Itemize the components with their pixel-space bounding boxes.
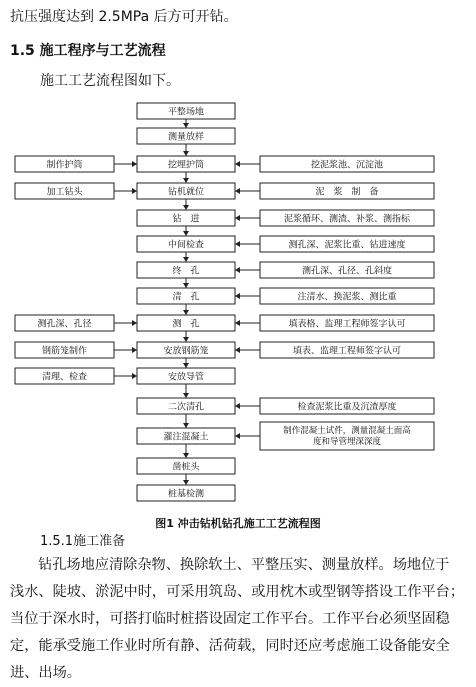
- left-side-step: [15, 315, 114, 331]
- figure-caption: 图1 冲击钻机钻孔施工工艺流程图: [155, 517, 321, 530]
- svg-text:度和导管埋深深度: 度和导管埋深深度: [312, 437, 382, 447]
- arrow-head: [183, 257, 189, 262]
- svg-text:填表格、监理工程师签字认可: 填表格、监理工程师签字认可: [288, 319, 406, 330]
- svg-text:测量放样: 测量放样: [167, 132, 205, 143]
- section-heading: 1.5 施工程序与工艺流程: [10, 43, 166, 59]
- svg-text:终 孔: 终 孔: [172, 266, 200, 277]
- arrow-head: [183, 363, 189, 368]
- main-step: [137, 485, 235, 501]
- main-step: [137, 156, 235, 172]
- arrow-head: [183, 393, 189, 398]
- body-line: 当位于深水时，可搭打临时桩搭设固定工作平台。工作平台必须坚固稳: [10, 611, 450, 627]
- svg-text:钻 进: 钻 进: [172, 214, 200, 225]
- svg-text:中间检查: 中间检查: [167, 240, 205, 251]
- arrow-head: [235, 433, 240, 439]
- svg-text:凿桩头: 凿桩头: [172, 462, 200, 473]
- arrow-head: [132, 188, 137, 194]
- svg-text:注清水、换泥浆、测比重: 注清水、换泥浆、测比重: [297, 292, 397, 303]
- main-step: [137, 210, 235, 226]
- right-side-step: [260, 398, 434, 414]
- svg-text:泥浆循环、测渣、补浆、测指标: 泥浆循环、测渣、补浆、测指标: [283, 214, 411, 225]
- arrow-head: [183, 310, 189, 315]
- svg-text:泥 浆 制 备: 泥 浆 制 备: [315, 187, 379, 198]
- main-step: [137, 128, 235, 144]
- main-step: [137, 315, 235, 331]
- svg-text:安放导管: 安放导管: [167, 372, 205, 383]
- top-paragraph: 抗压强度达到 2.5MPa 后方可开钻。: [10, 9, 238, 25]
- left-side-step: [15, 368, 114, 384]
- arrow-head: [235, 241, 240, 247]
- arrow-head: [235, 161, 240, 167]
- right-side-step: [260, 210, 434, 226]
- arrow-head: [183, 423, 189, 428]
- main-step: [137, 428, 235, 444]
- svg-text:测孔深、泥浆比重、钻进速度: 测孔深、泥浆比重、钻进速度: [288, 240, 406, 251]
- svg-text:挖埋护筒: 挖埋护筒: [167, 160, 205, 171]
- arrow-head: [132, 373, 137, 379]
- right-side-step: [260, 288, 434, 304]
- arrow-head: [183, 231, 189, 236]
- svg-text:安放钢筋笼: 安放钢筋笼: [163, 346, 209, 357]
- svg-text:二次清孔: 二次清孔: [167, 402, 205, 413]
- svg-text:钻机就位: 钻机就位: [167, 187, 205, 198]
- arrow-head: [235, 347, 240, 353]
- arrow-head: [235, 215, 240, 221]
- svg-text:清 孔: 清 孔: [172, 292, 200, 303]
- main-step: [137, 103, 235, 119]
- main-step: [137, 368, 235, 384]
- arrow-head: [235, 293, 240, 299]
- svg-text:桩基检测: 桩基检测: [167, 489, 205, 500]
- arrow-head: [132, 320, 137, 326]
- arrow-head: [235, 403, 240, 409]
- right-side-step: [260, 315, 434, 331]
- arrow-head: [235, 188, 240, 194]
- body-line: 定，能承受施工作业时所有静、活荷载，同时还应考虑施工设备能安全: [10, 638, 450, 654]
- intro-paragraph: 施工工艺流程图如下。: [40, 73, 180, 89]
- main-step: [137, 262, 235, 278]
- arrow-head: [183, 283, 189, 288]
- right-side-step: [260, 422, 434, 450]
- left-side-step: [15, 156, 114, 172]
- svg-text:填表、监理工程师签字认可: 填表、监理工程师签字认可: [292, 346, 402, 357]
- arrow-head: [183, 178, 189, 183]
- right-side-step: [260, 342, 434, 358]
- main-step: [137, 288, 235, 304]
- main-step: [137, 183, 235, 199]
- right-side-step: [260, 183, 434, 199]
- svg-text:制作护筒: 制作护筒: [46, 160, 83, 171]
- arrow-head: [183, 123, 189, 128]
- arrow-head: [132, 347, 137, 353]
- svg-text:灌注混凝土: 灌注混凝土: [163, 432, 209, 443]
- arrow-head: [132, 161, 137, 167]
- svg-text:平整场地: 平整场地: [167, 107, 205, 118]
- left-side-step: [15, 342, 114, 358]
- body-line: 浅水、陡坡、淤泥中时，可采用筑岛、或用枕木或型钢等搭设工作平台；: [10, 584, 465, 600]
- body-line: 钻孔场地应清除杂物、换除软土、平整压实、测量放样。场地位于: [38, 557, 450, 573]
- svg-text:挖泥浆池、沉淀池: 挖泥浆池、沉淀池: [310, 160, 384, 171]
- main-step: [137, 342, 235, 358]
- svg-text:清理、检查: 清理、检查: [41, 372, 88, 383]
- svg-text:检查泥浆比重及沉渣厚度: 检查泥浆比重及沉渣厚度: [297, 402, 397, 413]
- right-side-step: [260, 236, 434, 252]
- svg-text:钢筋笼制作: 钢筋笼制作: [41, 346, 88, 357]
- main-step: [137, 398, 235, 414]
- arrow-head: [235, 267, 240, 273]
- main-step: [137, 458, 235, 474]
- arrow-head: [183, 480, 189, 485]
- svg-text:测孔深、孔径: 测孔深、孔径: [37, 319, 92, 330]
- left-side-step: [15, 183, 114, 199]
- body-paragraph: [10, 552, 465, 687]
- svg-text:测孔深、孔径、孔斜度: 测孔深、孔径、孔斜度: [301, 266, 393, 277]
- svg-text:测 孔: 测 孔: [172, 319, 200, 330]
- arrow-head: [183, 453, 189, 458]
- main-step: [137, 236, 235, 252]
- arrow-head: [183, 151, 189, 156]
- arrow-head: [235, 320, 240, 326]
- arrow-head: [183, 205, 189, 210]
- svg-text:加工钻头: 加工钻头: [46, 187, 83, 198]
- right-side-step: [260, 262, 434, 278]
- body-line: 进、出场。: [10, 665, 81, 681]
- arrow-head: [183, 337, 189, 342]
- subsection-heading: 1.5.1施工准备: [40, 534, 126, 549]
- svg-text:制作混凝土试件，测量混凝土面高: 制作混凝土试件，测量混凝土面高: [283, 426, 411, 436]
- right-side-step: [260, 156, 434, 172]
